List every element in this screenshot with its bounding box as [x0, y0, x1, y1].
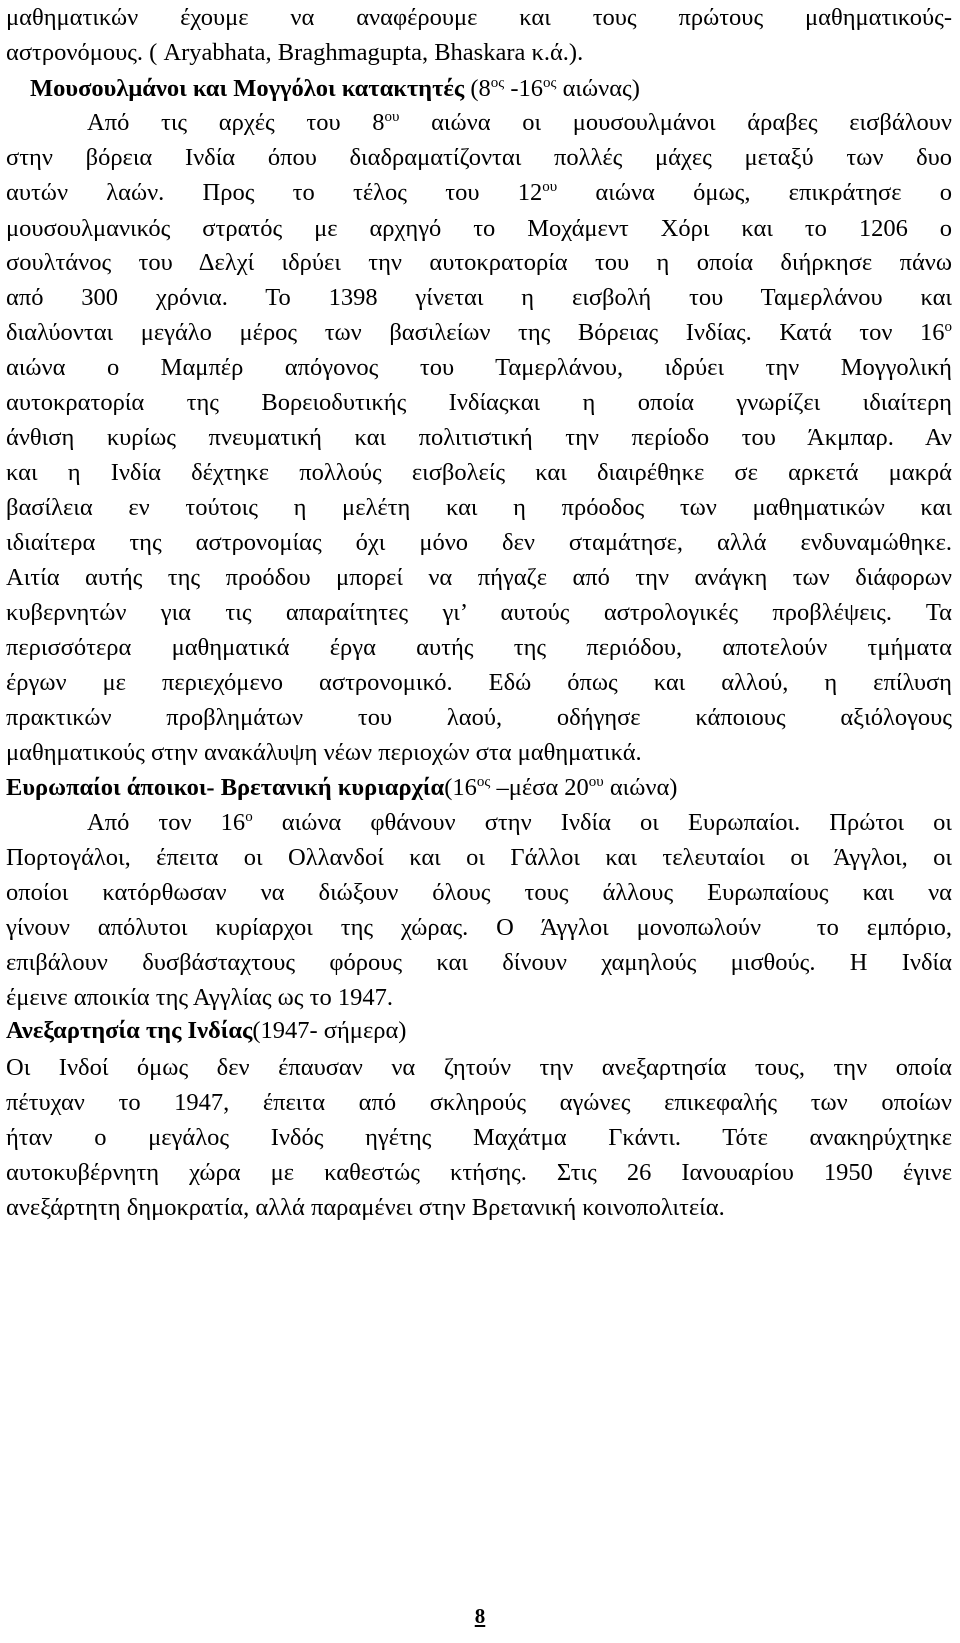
paragraph-line — [6, 945, 952, 981]
paragraph-line — [6, 455, 952, 491]
text-run: πρακτικών προβλημάτων του λαού, οδήγησε κάποιους αξιόλογους — [6, 704, 952, 731]
text-run: αιώνα φθάνουν στην Ινδία οι Ευρωπαίοι. Πρώτοι οι — [252, 809, 952, 836]
paragraph-line — [6, 525, 952, 561]
paragraph-line — [6, 490, 952, 526]
superscript: ου — [542, 179, 558, 195]
text-run: έργων με περιεχόμενο αστρονομικό. Εδώ όπως και αλλού, η επίλυση — [6, 669, 952, 696]
paragraph-line — [6, 385, 952, 421]
paragraph-line — [6, 1155, 952, 1191]
paragraph-line — [6, 0, 952, 36]
text-run: Από τον 16 — [87, 809, 246, 836]
text-run: αιώνα οι μουσουλμάνοι άραβες εισβάλουν — [399, 109, 952, 136]
superscript: ος — [490, 75, 505, 91]
text-run: διαλύονται μεγάλο μέρος των βασιλείων της Βόρειας Ινδίας. Κατά τον 16 — [6, 319, 945, 346]
text-run: αστρονόμους. ( Aryabhata, Braghmagupta, Bhaskara κ.ά.). — [6, 39, 584, 66]
text-run: γίνουν απόλυτοι κυρίαρχοι της χώρας. Ο Άγγλοι μονοπωλούν το εμπόριο, — [6, 914, 952, 941]
superscript: ος — [476, 774, 491, 790]
text-run: Πορτογάλοι, έπειτα οι Ολλανδοί και οι Γάλλοι και τελευταίοι οι Άγγλοι, οι — [6, 844, 952, 871]
paragraph-line — [6, 175, 952, 211]
text-run: -16 — [504, 75, 543, 102]
paragraph-line — [6, 560, 952, 596]
text-run: αιώνας) — [556, 75, 640, 102]
paragraph-line — [6, 630, 952, 666]
paragraph-line — [6, 595, 952, 631]
superscript: ος — [542, 75, 557, 91]
text-run: αιώνα ο Μαμπέρ απόγονος του Ταμερλάνου, ιδρύει την Μογγολική — [6, 354, 952, 381]
paragraph-line — [6, 35, 952, 71]
paragraph-line — [6, 875, 952, 911]
paragraph-line — [6, 420, 952, 456]
paragraph-line — [6, 211, 952, 247]
text-run: αιώνα) — [603, 774, 678, 801]
paragraph-line — [87, 805, 952, 841]
superscript: ου — [384, 109, 400, 125]
paragraph-line — [6, 910, 952, 946]
text-run: μαθηματικούς στην ανακάλυψη νέων περιοχών στα μαθηματικά. — [6, 739, 642, 766]
section-heading — [30, 71, 952, 107]
text-run: –μέσα 20 — [490, 774, 589, 801]
text-run: κυβερνητών για τις απαραίτητες γι’ αυτούς αστρολογικές προβλέψεις. Τα — [6, 599, 952, 626]
paragraph-line — [6, 315, 952, 351]
text-run: και η Ινδία δέχτηκε πολλούς εισβολείς και διαιρέθηκε σε αρκετά μακρά — [6, 459, 952, 486]
text-run: μουσουλμανικός στρατός με αρχηγό το Μοχάμεντ Χόρι και το 1206 ο — [6, 215, 952, 242]
paragraph-line — [6, 1120, 952, 1156]
text-run: Από τις αρχές του 8 — [87, 109, 385, 136]
heading-title: Ανεξαρτησία της Ινδίας — [6, 1017, 253, 1044]
text-run: οποίοι κατόρθωσαν να διώξουν όλους τους άλλους Ευρωπαίους και να — [6, 879, 952, 906]
paragraph-line — [6, 350, 952, 386]
text-run: Οι Ινδοί όμως δεν έπαυσαν να ζητούν την ανεξαρτησία τους, την οποία — [6, 1054, 952, 1081]
paragraph-line — [6, 140, 952, 176]
text-run: ήταν ο μεγάλος Ινδός ηγέτης Μαχάτμα Γκάντι. Τότε ανακηρύχτηκε — [6, 1124, 952, 1151]
text-run: (1947- σήμερα) — [252, 1017, 407, 1044]
text-run: έμεινε αποικία της Αγγλίας ως το 1947. — [6, 984, 393, 1011]
text-run: αυτοκυβέρνητη χώρα με καθεστώς κτήσης. Στις 26 Ιανουαρίου 1950 έγινε — [6, 1159, 952, 1186]
text-run: άνθιση κυρίως πνευματική και πολιτιστική την περίοδο του Άκμπαρ. Αν — [6, 424, 952, 451]
paragraph-line — [6, 735, 952, 771]
heading-title: Μουσουλμάνοι και Μογγόλοι κατακτητές — [30, 75, 465, 102]
superscript: ο — [245, 809, 253, 825]
text-run: ανεξάρτητη δημοκρατία, αλλά παραμένει στην Βρετανική κοινοπολιτεία. — [6, 1194, 725, 1221]
paragraph-line — [6, 1050, 952, 1086]
section-heading — [6, 1013, 952, 1049]
superscript: ο — [944, 319, 952, 335]
text-run: βασίλεια εν τούτοις η μελέτη και η πρόοδος των μαθηματικών και — [6, 494, 952, 521]
paragraph-line — [6, 700, 952, 736]
text-run: αιώνα όμως, επικράτησε ο — [557, 179, 952, 206]
text-run: ιδιαίτερα της αστρονομίας όχι μόνο δεν σταμάτησε, αλλά ενδυναμώθηκε. — [6, 529, 952, 556]
paragraph-line — [87, 105, 952, 141]
text-run: αυτοκρατορία της Βορειοδυτικής Ινδίαςκαι η οποία γνωρίζει ιδιαίτερη — [6, 389, 952, 416]
paragraph-line — [6, 280, 952, 316]
text-run: (8 — [464, 75, 491, 102]
paragraph-line — [6, 840, 952, 876]
text-run: αυτών λαών. Προς το τέλος του 12 — [6, 179, 543, 206]
paragraph-line — [6, 245, 952, 281]
text-run: (16 — [444, 774, 477, 801]
heading-title: Ευρωπαίοι άποικοι- Βρετανική κυριαρχία — [6, 774, 445, 801]
paragraph-line — [6, 1085, 952, 1121]
paragraph-line — [6, 665, 952, 701]
text-run: στην βόρεια Ινδία όπου διαδραματίζονται πολλές μάχες μεταξύ των δυο — [6, 144, 952, 171]
paragraph-line — [6, 980, 952, 1016]
text-run: περισσότερα μαθηματικά έργα αυτής της περιόδου, αποτελούν τμήματα — [6, 634, 952, 661]
paragraph-line — [6, 1190, 952, 1226]
text-run: επιβάλουν δυσβάσταχτους φόρους και δίνουν χαμηλούς μισθούς. Η Ινδία — [6, 949, 952, 976]
text-run: μαθηματικών έχουμε να αναφέρουμε και τους πρώτους μαθηματικούς- — [6, 4, 952, 31]
text-run: πέτυχαν το 1947, έπειτα από σκληρούς αγώνες επικεφαλής των οποίων — [6, 1089, 952, 1116]
superscript: ου — [588, 774, 604, 790]
page-number: 8 — [474, 1604, 486, 1628]
text-run: από 300 χρόνια. Το 1398 γίνεται η εισβολή του Ταμερλάνου και — [6, 284, 952, 311]
text-run: σουλτάνος του Δελχί ιδρύει την αυτοκρατορία του η οποία διήρκησε πάνω — [6, 249, 952, 276]
text-run: Αιτία αυτής της προόδου μπορεί να πήγαζε από την ανάγκη των διάφορων — [6, 564, 952, 591]
section-heading — [6, 770, 952, 806]
